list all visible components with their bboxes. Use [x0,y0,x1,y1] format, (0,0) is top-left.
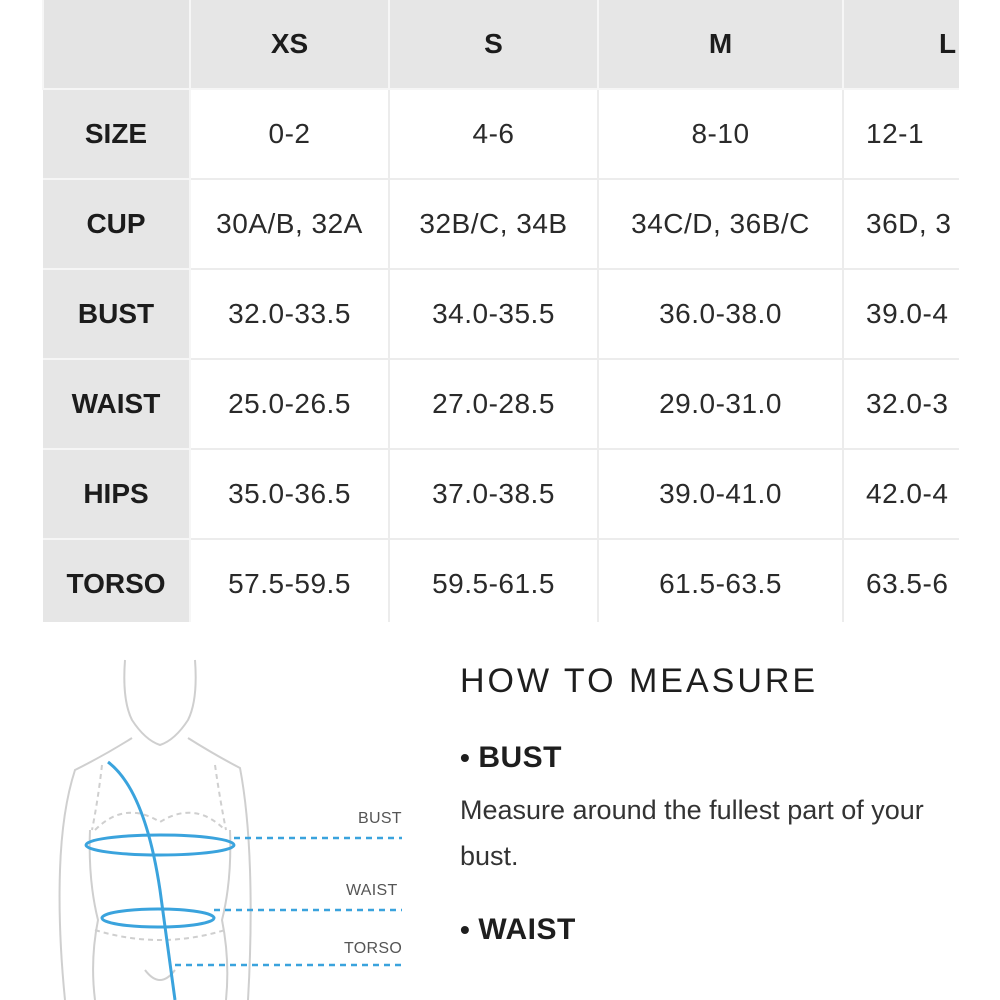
measure-item-waist [460,913,960,947]
table-cell: 59.5-61.5 [389,539,598,622]
left-torso-outline [90,830,98,1000]
size-header-row [43,0,959,89]
table-cell: 42.0-4 [843,449,959,539]
bullet-icon: • [460,742,471,773]
measure-item-title: WAIST [478,913,576,946]
table-cell: 39.0-41.0 [598,449,843,539]
bust-cup-outline [95,813,225,830]
column-header-l: L [843,0,959,89]
column-header-xs: XS [190,0,389,89]
table-cell: 32.0-33.5 [190,269,389,359]
body-measure-diagram [50,640,420,1000]
table-cell: 27.0-28.5 [389,359,598,449]
neck-outline [124,660,195,745]
row-label-waist: WAIST [43,359,190,449]
measure-item-heading [460,741,960,775]
table-row-torso [43,539,959,622]
how-to-measure-section [460,662,960,947]
table-cell: 39.0-4 [843,269,959,359]
table-cell: 36.0-38.0 [598,269,843,359]
table-cell: 61.5-63.5 [598,539,843,622]
right-strap-outline [215,765,226,830]
size-chart-table [42,0,959,622]
bullet-icon: • [460,914,471,945]
row-label-cup: CUP [43,179,190,269]
table-cell: 32.0-3 [843,359,959,449]
table-cell: 32B/C, 34B [389,179,598,269]
diagram-label-waist: WAIST [346,882,398,899]
table-cell: 36D, 3 [843,179,959,269]
measure-item-title: BUST [478,741,562,774]
torso-measure-line [108,762,175,1000]
size-chart-container [42,0,959,622]
column-header-m: M [598,0,843,89]
column-header-s: S [389,0,598,89]
table-cell: 0-2 [190,89,389,179]
table-cell: 4-6 [389,89,598,179]
table-cell: 25.0-26.5 [190,359,389,449]
table-row-hips [43,449,959,539]
table-cell: 12-1 [843,89,959,179]
hip-line-outline [95,930,225,940]
right-arm-outline [188,738,251,1000]
measure-item-description: Measure around the fullest part of your bust. [460,795,924,871]
table-cell: 37.0-38.5 [389,449,598,539]
table-corner-cell [43,0,190,89]
diagram-label-bust: BUST [358,810,402,827]
table-cell: 57.5-59.5 [190,539,389,622]
waist-measure-line [102,909,214,927]
table-cell: 8-10 [598,89,843,179]
bust-measure-line [86,835,234,855]
table-cell: 29.0-31.0 [598,359,843,449]
row-label-bust: BUST [43,269,190,359]
table-row-waist [43,359,959,449]
measure-item-bust [460,741,960,879]
table-cell: 34C/D, 36B/C [598,179,843,269]
table-cell: 35.0-36.5 [190,449,389,539]
diagram-label-torso: TORSO [344,940,403,957]
table-row-size [43,89,959,179]
row-label-torso: TORSO [43,539,190,622]
table-cell: 30A/B, 32A [190,179,389,269]
table-cell: 34.0-35.5 [389,269,598,359]
row-label-hips: HIPS [43,449,190,539]
table-row-bust [43,269,959,359]
how-to-measure-title: HOW TO MEASURE [460,662,819,700]
table-row-cup [43,179,959,269]
right-torso-outline [222,830,230,1000]
measure-item-heading [460,913,960,947]
row-label-size: SIZE [43,89,190,179]
table-cell: 63.5-6 [843,539,959,622]
left-strap-outline [92,765,102,830]
